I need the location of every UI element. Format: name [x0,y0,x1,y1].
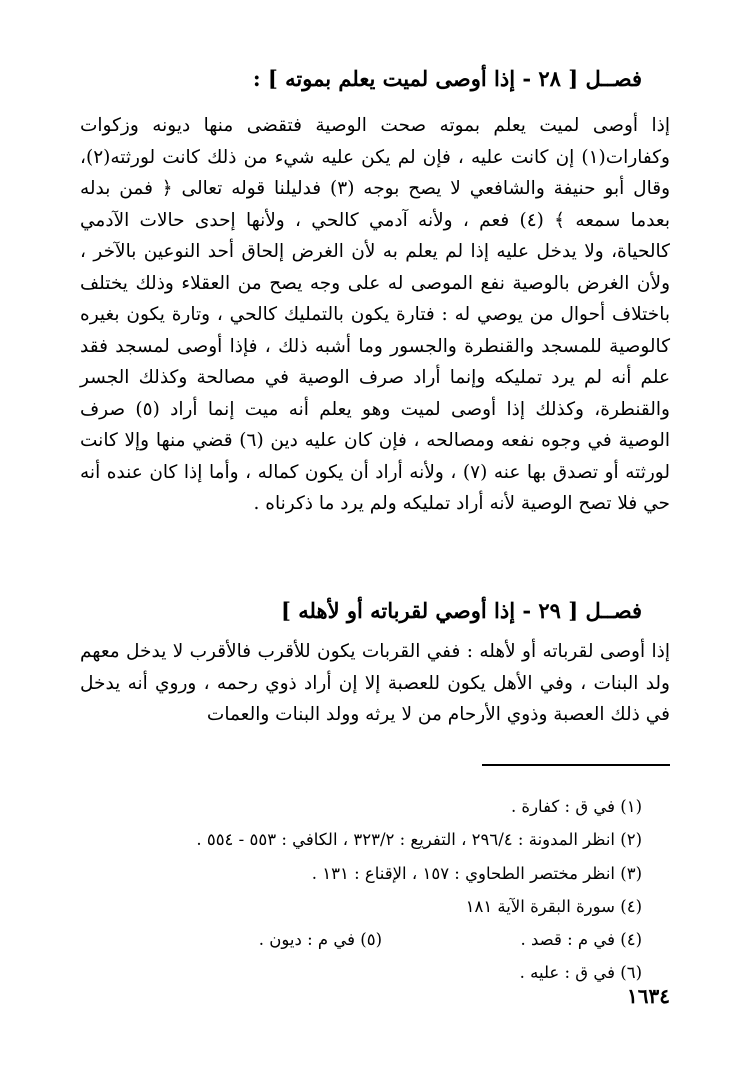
footnote-3: (٣) انظر مختصر الطحاوي : ١٥٧ ، الإقناع : ١٣١ . [311,863,642,883]
footnote-2: (٢) انظر المدونة : ٢٩٦/٤ ، التفريع : ٣٢٣/٢ ، الكافي : ٥٥٣ - ٥٥٤ . [196,830,642,850]
footnote-row-4-5 [82,923,642,956]
footnote-4-quran: (٤) سورة البقرة الآية ١٨١ [465,896,642,916]
footnote-5: (٥) في م : ديون . [258,930,382,950]
section-28-heading: فصــل [ ٢٨ - إذا أوصى لميت يعلم بموته ] : [252,66,642,91]
footnotes [82,790,642,990]
footnote-1: (١) في ق : كفارة . [510,797,642,816]
section-28-text: إذا أوصى لميت يعلم بموته صحت الوصية فتقضى منها ديونه وزكوات وكفارات(١) إن كانت عليه ، فإن لم يكن عليه شيء من ذلك كانت لورثته(٢)، وقال أبو حنيفة والشافعي لا يصح بوجه (٣) فدليلنا قوله تعالى ﴿ فمن بدله بعدما سمعه ﴾ (٤) فعم ، ولأنه آدمي كالحي ، ولأنها إحدى حالات الآدمي كالحياة، ولا يدخل عليه إذا لم يعلم به لأن الغرض إلحاق أحد النوعين بالآخر ، ولأن الغرض بالوصية نفع الموصى له على وجه يصح من العقلاء وذلك يختلف باختلاف أحوال من يوصي له : فتارة يكون بالتمليك كالحي ، وتارة يكون بغيره كالوصية للمسجد والقنطرة والجسور وما أشبه ذلك ، فإذا أوصى لمسجد فقد علم أنه لم يرد تمليكه وإنما أراد صرف الوصية في مصالحة وكذلك الجسر والقنطرة، وكذلك إذا أوصى لميت وهو يعلم أنه ميت إنما أراد (٥) صرف الوصية في وجوه نفعه ومصالحه ، فإن كان عليه دين (٦) قضي منها وإلا كانت لورثته أو تصدق بها عنه (٧) ، ولأنه أراد أن يكون كماله ، وأما إذا كان عنده أنه حي فلا تصح الوصية لأنه أراد تمليكه ولم يرد ما ذكرناه . [80,115,670,514]
section-29-heading: فصــل [ ٢٩ - إذا أوصي لقرباته أو لأهله ] [281,598,642,623]
section-29-text: إذا أوصى لقرباته أو لأهله : ففي القربات يكون للأقرب فالأقرب لا يدخل معهم ولد البنات ، وفي الأهل يكون للعصبة إلا إن أراد ذوي رحمه ، وروي أنه يدخل في ذلك العصبة وذوي الأرحام من لا يرثه وولد البنات والعمات [80,641,670,725]
footnote-divider [482,764,670,766]
page-number: ١٦٣٤ [627,984,670,1008]
footnote-4: (٤) في م : قصد . [520,930,642,950]
footnote-6: (٦) في ق : عليه . [519,963,642,983]
